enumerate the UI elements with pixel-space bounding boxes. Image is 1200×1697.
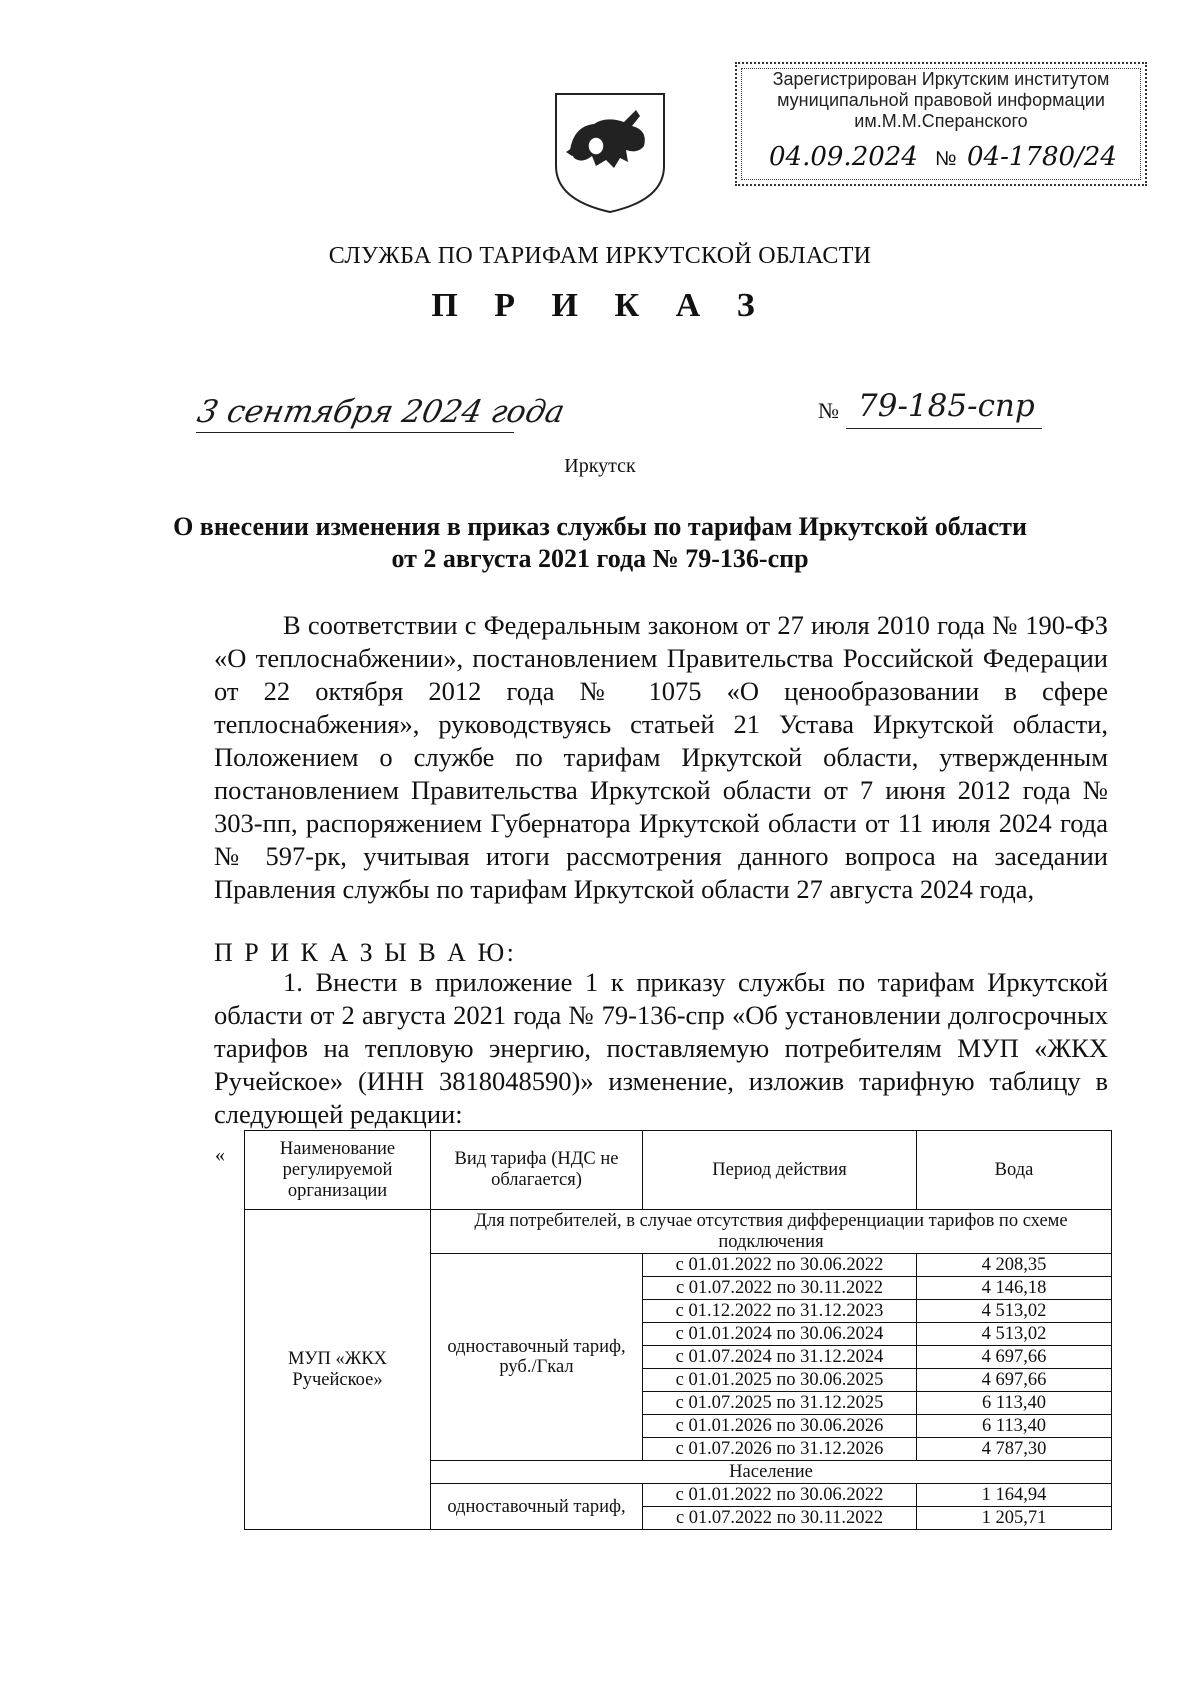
stamp-line-3: им.М.М.Сперанского bbox=[854, 111, 1028, 131]
value-cell: 1 205,71 bbox=[917, 1507, 1112, 1530]
registration-stamp bbox=[735, 62, 1147, 186]
value-cell: 1 164,94 bbox=[917, 1484, 1112, 1507]
coat-of-arms-emblem bbox=[548, 88, 672, 216]
period-cell: с 01.01.2026 по 30.06.2026 bbox=[643, 1415, 917, 1438]
header-water: Вода bbox=[917, 1131, 1112, 1210]
period-cell: с 01.07.2026 по 31.12.2026 bbox=[643, 1438, 917, 1461]
value-cell: 4 146,18 bbox=[917, 1277, 1112, 1300]
preamble-paragraph: В соответствии с Федеральным законом от 27 июля 2010 года № 190-ФЗ «О теплоснабжении», постановлением Правительства Российской Федерации от 22 октября 2012 года № 1075 «О ценообразовании в сфере теплоснабжения», руководствуясь статьей 21 Устава Иркутской области, Положением о службе по тарифам Иркутской области, утвержденным постановлением Правительства Иркутской области от 7 июня 2012 года № 303-пп, распоряжением Губернатора Иркутской области от 11 июля 2024 года № 597-рк, учитывая итоги рассмотрения данного вопроса на заседании Правления службы по тарифам Иркутской области 27 августа 2024 года, bbox=[214, 610, 1108, 904]
org-name-cell: МУП «ЖКХ Ручейское» bbox=[245, 1210, 431, 1530]
value-cell: 6 113,40 bbox=[917, 1392, 1112, 1415]
value-cell: 4 787,30 bbox=[917, 1438, 1112, 1461]
stamp-reg-no-label: № bbox=[935, 148, 957, 170]
period-cell: с 01.07.2025 по 31.12.2025 bbox=[643, 1392, 917, 1415]
stamp-line-1: Зарегистрирован Иркутским институтом bbox=[772, 69, 1110, 89]
order-word: П Р И К А З Ы В А Ю: bbox=[214, 938, 517, 967]
period-cell: с 01.01.2022 по 30.06.2022 bbox=[643, 1484, 917, 1507]
value-cell: 4 208,35 bbox=[917, 1254, 1112, 1277]
value-cell: 6 113,40 bbox=[917, 1415, 1112, 1438]
period-cell: с 01.01.2024 по 30.06.2024 bbox=[643, 1323, 917, 1346]
value-cell: 4 513,02 bbox=[917, 1300, 1112, 1323]
period-cell: с 01.01.2025 по 30.06.2025 bbox=[643, 1369, 917, 1392]
date-underline bbox=[196, 432, 514, 433]
stamp-reg-date: 04.09.2024 bbox=[769, 142, 918, 172]
section-2-tariff-cell: одноставочный тариф, bbox=[431, 1484, 643, 1530]
value-cell: 4 697,66 bbox=[917, 1346, 1112, 1369]
value-cell: 4 513,02 bbox=[917, 1323, 1112, 1346]
stamp-registration-row bbox=[745, 142, 1137, 178]
tariff-table bbox=[244, 1130, 1112, 1530]
table-header-row bbox=[245, 1131, 1112, 1210]
section-2-title: Население bbox=[431, 1461, 1112, 1484]
period-cell: с 01.07.2022 по 30.11.2022 bbox=[643, 1507, 917, 1530]
heading-line-1: О внесении изменения в приказ службы по тарифам Иркутской области bbox=[173, 512, 1027, 541]
value-cell: 4 697,66 bbox=[917, 1369, 1112, 1392]
period-cell: с 01.07.2022 по 30.11.2022 bbox=[643, 1277, 917, 1300]
city-name: Иркутск bbox=[564, 455, 636, 477]
agency-name: СЛУЖБА ПО ТАРИФАМ ИРКУТСКОЙ ОБЛАСТИ bbox=[328, 243, 872, 269]
section-1-row bbox=[245, 1210, 1112, 1254]
order-date-handwritten: 3 сентября 2024 года bbox=[194, 394, 568, 430]
order-number-handwritten: 79-185-спр bbox=[858, 388, 1035, 424]
document-type-title: П Р И К А З bbox=[431, 287, 769, 324]
period-cell: с 01.12.2022 по 31.12.2023 bbox=[643, 1300, 917, 1323]
stamp-line-2: муниципальной правовой информации bbox=[777, 90, 1105, 110]
header-org: Наименование регулируемой организации bbox=[245, 1131, 431, 1210]
document-heading bbox=[150, 511, 1050, 575]
period-cell: с 01.07.2024 по 31.12.2024 bbox=[643, 1346, 917, 1369]
section-1-title: Для потребителей, в случае отсутствия дифференциации тарифов по схеме подключения bbox=[431, 1210, 1112, 1254]
heading-line-2: от 2 августа 2021 года № 79-136-спр bbox=[391, 544, 809, 573]
stamp-reg-no: 04-1780/24 bbox=[967, 142, 1117, 172]
period-cell: с 01.01.2022 по 30.06.2022 bbox=[643, 1254, 917, 1277]
table-open-quote: « bbox=[215, 1144, 225, 1166]
number-underline bbox=[846, 428, 1042, 429]
section-1-tariff-cell: одноставочный тариф, руб./Гкал bbox=[431, 1254, 643, 1461]
header-period: Период действия bbox=[643, 1131, 917, 1210]
header-tariff-type: Вид тарифа (НДС не облагается) bbox=[431, 1131, 643, 1210]
item-1-paragraph: 1. Внести в приложение 1 к приказу службы по тарифам Иркутской области от 2 августа 2021 года № 79-136-спр «Об установлении долгосрочных тарифов на тепловую энергию, поставляемую потребителям МУП «ЖКХ Ручейское» (ИНН 3818048590)» изменение, изложив тарифную таблицу в следующей редакции: bbox=[214, 967, 1108, 1129]
order-number-label: № bbox=[818, 398, 839, 423]
